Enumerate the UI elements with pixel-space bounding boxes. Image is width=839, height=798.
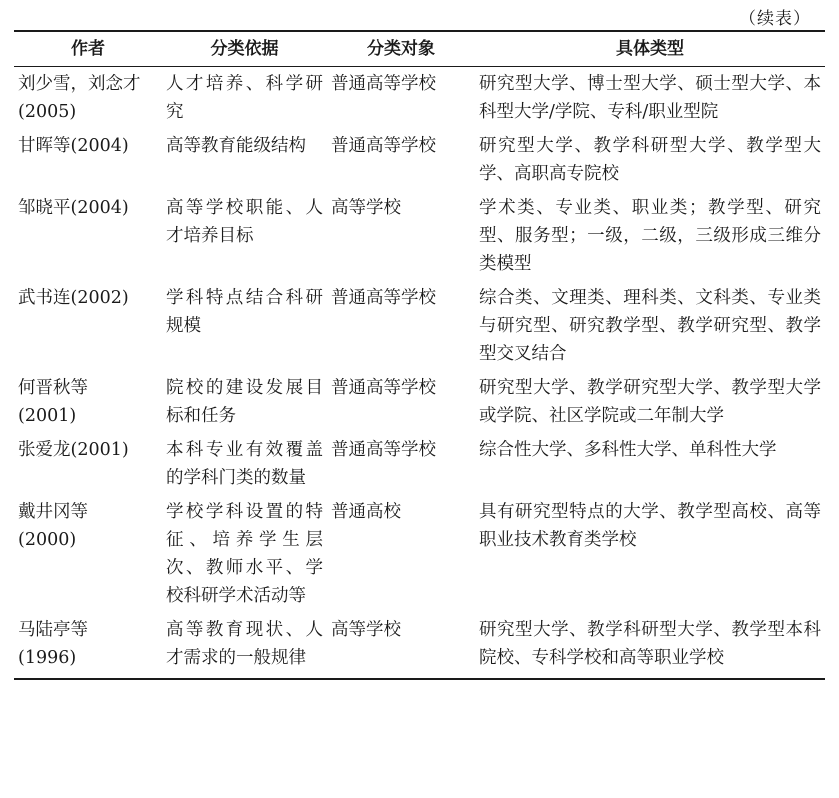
continued-label: （续表） <box>739 9 811 29</box>
object-cell: 普通高等学校 <box>331 440 436 460</box>
types-cell: 研究型大学、教学研究型大学、教学型大学或学院、社区学院或二年制大学 <box>479 378 821 426</box>
author-cell <box>14 129 162 191</box>
basis-cell: 学校学科设置的特征、培养学生层次、教师水平、学校科研学术活动等 <box>166 502 323 606</box>
object-cell: 普通高等学校 <box>331 288 436 308</box>
types-cell: 综合类、文理类、理科类、文科类、专业类与研究型、研究教学型、教学研究型、教学型交叉结合 <box>479 288 821 364</box>
header-basis: 分类依据 <box>162 31 327 67</box>
author-cell <box>14 371 162 433</box>
table-row <box>14 613 825 679</box>
table-row <box>14 129 825 191</box>
author-name: 武书连(2002) <box>18 288 129 308</box>
classification-table <box>14 30 825 680</box>
basis-cell: 学科特点结合科研规模 <box>166 288 323 336</box>
object-cell: 普通高校 <box>331 502 401 522</box>
types-cell: 研究型大学、博士型大学、硕士型大学、本科型大学/学院、专科/职业型院 <box>479 74 821 122</box>
author-name: 马陆亭等 <box>18 620 88 640</box>
author-cell <box>14 191 162 281</box>
table-row <box>14 191 825 281</box>
author-name: 甘晖等(2004) <box>18 136 129 156</box>
author-year: (1996) <box>18 648 77 668</box>
basis-cell: 人才培养、科学研究 <box>166 74 323 122</box>
basis-cell: 院校的建设发展目标和任务 <box>166 378 323 426</box>
author-name: 何晋秋等 <box>18 378 88 398</box>
types-cell: 具有研究型特点的大学、教学型高校、高等职业技术教育类学校 <box>479 502 821 550</box>
object-cell: 高等学校 <box>327 613 475 679</box>
header-object: 分类对象 <box>327 31 475 67</box>
author-cell <box>14 281 162 371</box>
types-cell: 研究型大学、教学科研型大学、教学型本科院校、专科学校和高等职业学校 <box>475 613 825 679</box>
header-types: 具体类型 <box>475 31 825 67</box>
author-cell <box>14 495 162 613</box>
object-cell: 高等学校 <box>331 198 401 218</box>
object-cell: 普通高等学校 <box>331 136 436 156</box>
author-cell <box>14 613 162 679</box>
author-year: (2005) <box>18 102 77 122</box>
table-row <box>14 67 825 130</box>
author-name: 戴井冈等 <box>18 502 88 522</box>
types-cell: 研究型大学、教学科研型大学、教学型大学、高职高专院校 <box>479 136 821 184</box>
author-year: (2001) <box>18 406 77 426</box>
table-row <box>14 281 825 371</box>
types-cell: 学术类、专业类、职业类；教学型、研究型、服务型；一级，二级，三级形成三维分类模型 <box>479 198 821 274</box>
author-name: 刘少雪，刘念才 <box>18 74 141 94</box>
table-row <box>14 495 825 613</box>
types-cell: 综合性大学、多科性大学、单科性大学 <box>479 440 777 460</box>
basis-cell: 高等学校职能、人才培养目标 <box>166 198 323 246</box>
author-name: 邹晓平(2004) <box>18 198 129 218</box>
table-header-row <box>14 31 825 67</box>
header-author: 作者 <box>14 31 162 67</box>
author-cell <box>14 67 162 130</box>
table-row <box>14 433 825 495</box>
table-row <box>14 371 825 433</box>
basis-cell: 高等教育现状、人才需求的一般规律 <box>162 613 327 679</box>
object-cell: 普通高等学校 <box>331 378 436 398</box>
basis-cell: 本科专业有效覆盖的学科门类的数量 <box>166 440 323 488</box>
author-name: 张爱龙(2001) <box>18 440 129 460</box>
object-cell: 普通高等学校 <box>331 74 436 94</box>
author-cell <box>14 433 162 495</box>
author-year: (2000) <box>18 530 77 550</box>
basis-cell: 高等教育能级结构 <box>166 136 306 156</box>
